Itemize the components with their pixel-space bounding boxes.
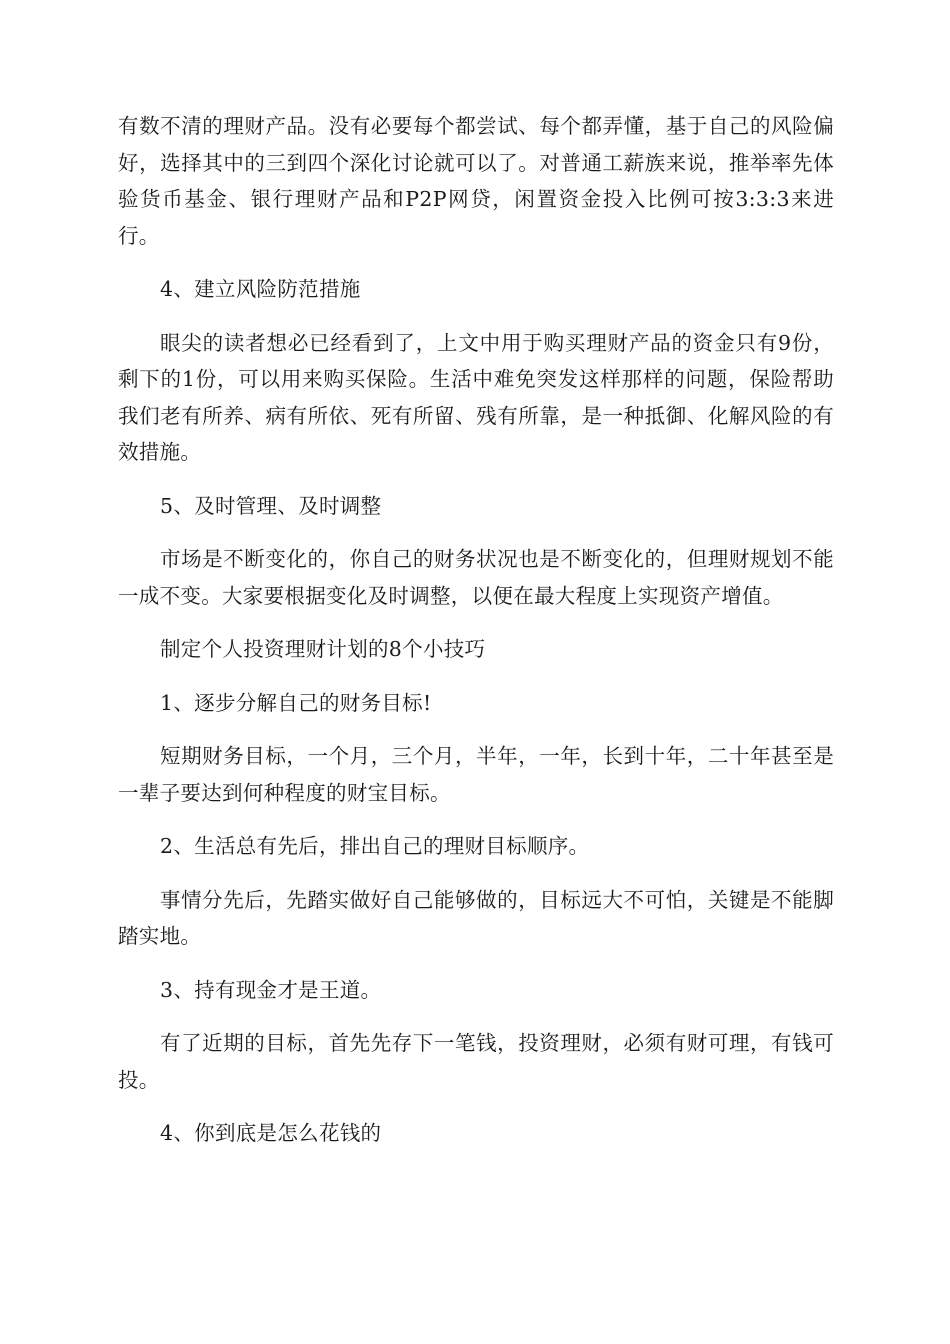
tip-2-heading: 2、生活总有先后，排出自己的理财目标顺序。 [160,834,590,858]
tip-4-heading: 4、你到底是怎么花钱的 [160,1121,382,1145]
tip-1-body: 短期财务目标，一个月，三个月，半年，一年，长到十年，二十年甚至是一辈子要达到何种程度的财宝目标。 [118,744,834,805]
document-body [118,108,834,1169]
tip-3-heading: 3、持有现金才是王道。 [160,977,382,1002]
heading-timely-adjustment: 5、及时管理、及时调整 [160,493,382,518]
tip-1-heading: 1、逐步分解自己的财务目标! [160,690,432,715]
paragraph-continuation: 有数不清的理财产品。没有必要每个都尝试、每个都弄懂，基于自己的风险偏好，选择其中的三到四个深化讨论就可以了。对普通工薪族来说，推举率先体验货币基金、银行理财产品和P2P网贷，闲置资金投入比例可按3:3:3来进行。 [118,114,834,248]
section-title-tips: 制定个人投资理财计划的8个小技巧 [160,637,486,661]
heading-risk-prevention: 4、建立风险防范措施 [160,277,361,301]
paragraph-insurance: 眼尖的读者想必已经看到了，上文中用于购买理财产品的资金只有9份，剩下的1份，可以用来购买保险。生活中难免突发这样那样的问题，保险帮助我们老有所养、病有所依、死有所留、残有所靠，是一种抵御、化解风险的有效措施。 [118,330,834,464]
tip-3-body: 有了近期的目标，首先先存下一笔钱，投资理财，必须有财可理，有钱可投。 [118,1031,834,1092]
paragraph-market-change: 市场是不断变化的，你自己的财务状况也是不断变化的，但理财规划不能一成不变。大家要根据变化及时调整，以便在最大程度上实现资产增值。 [118,547,834,608]
tip-2-body: 事情分先后，先踏实做好自己能够做的，目标远大不可怕，关键是不能脚踏实地。 [118,887,834,948]
